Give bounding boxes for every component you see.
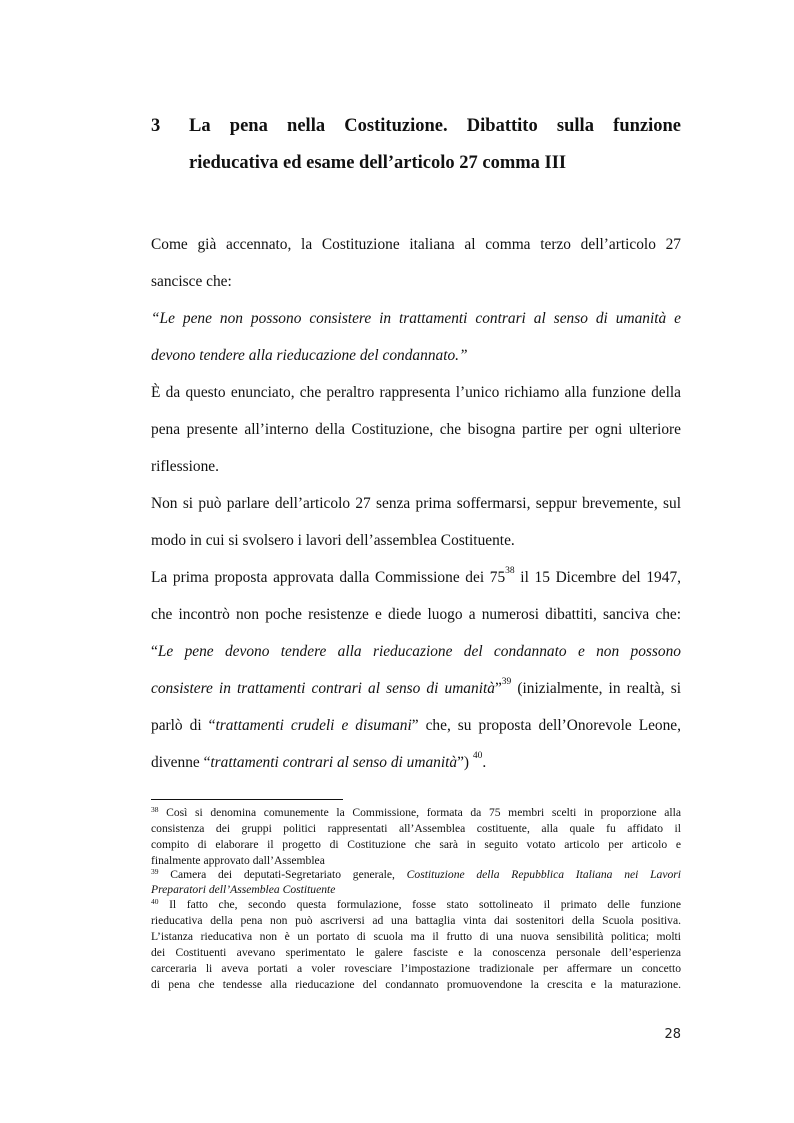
paragraph-line: pena presente all’interno della Costituzione, che bisogna partire per ogni ulteriore xyxy=(151,421,681,438)
text-run: (inizialmente, in realtà, si xyxy=(511,680,681,697)
text-run: ” xyxy=(494,680,502,697)
paragraph-line: riflessione. xyxy=(151,458,219,475)
footnote-39-line: Preparatori dell’Assemblea Costituente xyxy=(151,883,336,896)
footnote-38-line xyxy=(151,806,681,819)
paragraph-line: Come già accennato, la Costituzione italiana al comma terzo dell’articolo 27 xyxy=(151,236,681,253)
paragraph-line: che incontrò non poche resistenze e diede luogo a numerosi dibattiti, sanciva che: xyxy=(151,606,681,623)
footnote-ref-38[interactable]: 38 xyxy=(505,566,515,576)
paragraph-line xyxy=(151,677,681,698)
page-number: 28 xyxy=(664,1027,681,1042)
paragraph-line: Non si può parlare dell’articolo 27 senza prima soffermarsi, seppur brevemente, sul xyxy=(151,495,681,512)
paragraph-line xyxy=(151,566,681,587)
quote-run: consistere in trattamenti contrari al senso di umanità xyxy=(151,680,495,697)
footnote-40-line: rieducativa della pena non può ascriversi ad una battaglia vinta dai sostenitori della Scuola positiva. xyxy=(151,914,681,927)
footnote-38-line: finalmente approvato dall’Assemblea xyxy=(151,854,325,867)
quote-run: trattamenti crudeli e disumani xyxy=(215,717,412,734)
quote-line: “Le pene non possono consistere in trattamenti contrari al senso di umanità e xyxy=(151,310,681,327)
paragraph-line: sancisce che: xyxy=(151,273,232,290)
paragraph-line xyxy=(151,717,681,735)
quote-line: devono tendere alla rieducazione del condannato.” xyxy=(151,347,468,364)
footnote-ref-39[interactable]: 39 xyxy=(501,677,512,687)
footnote-40-line: dei Costituenti avevano sperimentato le galere fasciste e la conoscenza personale dell’esperienza xyxy=(151,946,681,959)
footnote-marker: 38 xyxy=(151,805,159,814)
footnote-separator xyxy=(151,799,343,800)
footnote-marker: 40 xyxy=(151,897,159,906)
text-run: divenne “ xyxy=(151,754,211,771)
citation-title: Costituzione della Repubblica Italiana nei Lavori xyxy=(406,868,681,881)
text-run: parlò di “ xyxy=(151,717,216,734)
section-title-line-1: La pena nella Costituzione. Dibattito sulla funzione xyxy=(189,116,681,136)
quote-run: trattamenti contrari al senso di umanità xyxy=(210,754,458,771)
footnote-40-line: carceraria li aveva portati a voler rovesciare l’impostazione tradizionale per affermare un concetto xyxy=(151,962,681,975)
text-run: Così si denomina comunemente la Commissione, formata da 75 membri scelti in proporzione alla xyxy=(158,806,681,819)
footnote-38-line: consistenza dei gruppi politici rappresentati all’Assemblea costituente, alla quale fu affidato il xyxy=(151,822,681,835)
footnote-40-line xyxy=(151,898,681,911)
text-run: ” che, su proposta dell’Onorevole Leone, xyxy=(411,717,681,734)
text-run: La prima proposta approvata dalla Commissione dei 75 xyxy=(151,569,506,586)
text-run: ”) xyxy=(457,754,473,771)
text-run: il 15 Dicembre del 1947, xyxy=(514,569,681,586)
footnote-39-line xyxy=(151,868,681,881)
paragraph-line: È da questo enunciato, che peraltro rappresenta l’unico richiamo alla funzione della xyxy=(151,384,681,401)
footnote-40-line: L’istanza rieducativa non è un portato di scuola ma il frutto di una nuova sensibilità politica; molti xyxy=(151,930,681,943)
section-number: 3 xyxy=(151,116,161,136)
text-run: Il fatto che, secondo questa formulazione, fosse stato sottolineato il primato delle funzione xyxy=(158,898,681,911)
text-run: Camera dei deputati-Segretariato generale, xyxy=(158,868,407,881)
footnote-38-line: compito di elaborare il progetto di Costituzione che sarà in seguito votato articolo per articolo e xyxy=(151,838,681,851)
paragraph-line: modo in cui si svolsero i lavori dell’assemblea Costituente. xyxy=(151,532,515,549)
footnote-40-line: di pena che tendesse alla rieducazione del condannato promuovendone la crescita e la maturazione. xyxy=(151,978,681,991)
text-run: “ xyxy=(151,643,158,660)
text-run: . xyxy=(482,754,487,771)
section-title-line-2: rieducativa ed esame dell’articolo 27 comma III xyxy=(189,153,567,173)
quote-run: Le pene devono tendere alla rieducazione del condannato e non possono xyxy=(157,643,681,660)
footnote-ref-40[interactable]: 40 xyxy=(472,751,483,761)
paragraph-line xyxy=(151,751,681,772)
paragraph-line xyxy=(151,643,681,661)
footnote-marker: 39 xyxy=(151,867,159,876)
